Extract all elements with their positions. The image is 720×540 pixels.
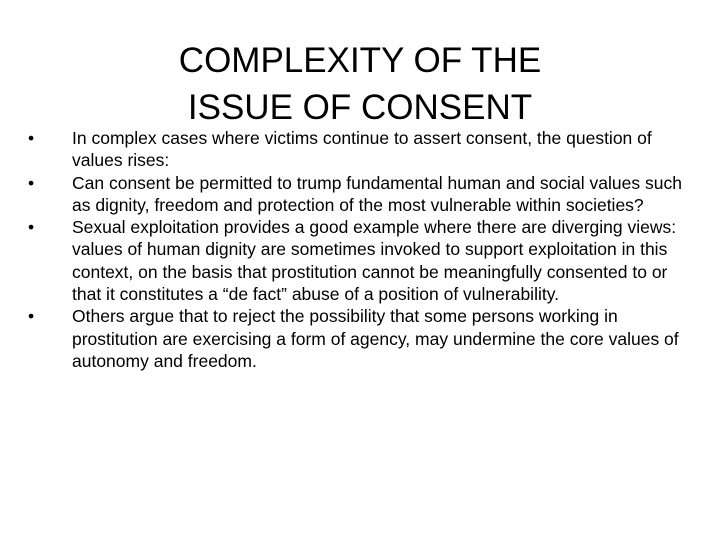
bullet-item-3 xyxy=(28,216,693,305)
slide-title xyxy=(0,37,720,131)
bullet-text-1: In complex cases where victims continue to assert consent, the question of values rises: xyxy=(72,128,652,171)
bullet-text-4: Others argue that to reject the possibility that some persons working in prostitution are exercising a form of agency, may undermine the core values of autonomy and freedom. xyxy=(72,306,679,371)
bullet-dot-icon: • xyxy=(28,217,35,238)
bullet-dot-icon: • xyxy=(28,172,35,193)
title-line-1: COMPLEXITY OF THE xyxy=(178,41,542,81)
bullet-item-2 xyxy=(28,172,693,217)
bullet-text-2: Can consent be permitted to trump fundamental human and social values such as dignity, freedom and protection of the most vulnerable within societies? xyxy=(72,172,682,215)
bullet-dot-icon: • xyxy=(28,306,35,327)
bullet-item-1 xyxy=(28,127,693,172)
bullet-dot-icon: • xyxy=(28,128,35,148)
title-line-2: ISSUE OF CONSENT xyxy=(187,88,533,128)
bullet-text-3: Sexual exploitation provides a good example where there are diverging views: values of human dignity are sometimes invoked to support exploitation in this context, on the basis that prostitution cannot be meaningfully consented to or that it constitutes a “de fact” abuse of a position of vulnerability. xyxy=(72,217,677,305)
bullet-item-4 xyxy=(28,305,693,372)
bullet-list xyxy=(28,127,693,372)
